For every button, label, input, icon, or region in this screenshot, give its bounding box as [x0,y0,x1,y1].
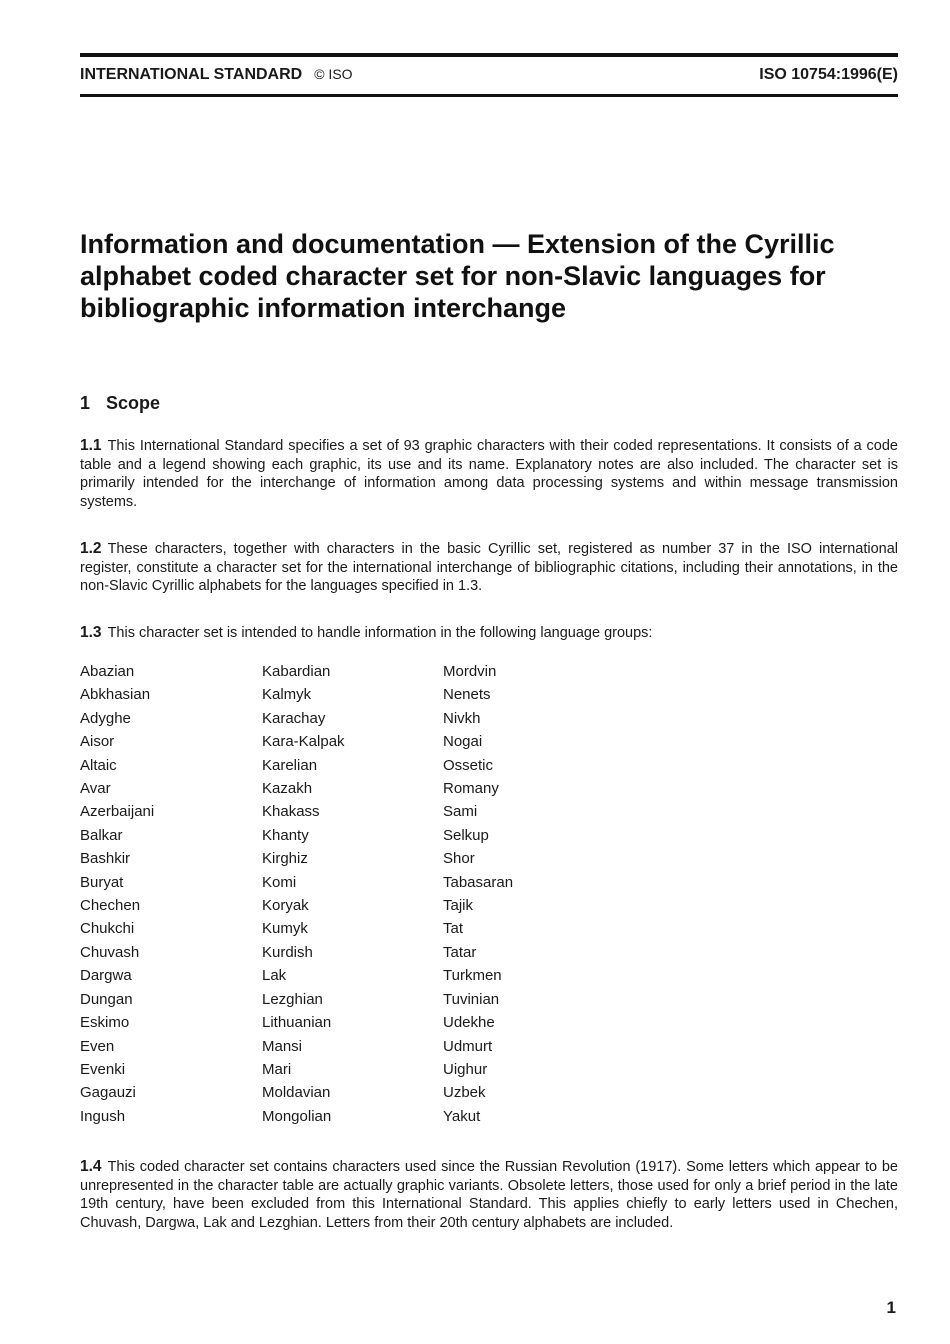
language-item: Balkar [80,826,123,844]
language-item: Ingush [80,1107,126,1125]
language-item: Ossetic [443,756,494,774]
language-item: Adyghe [80,709,131,727]
language-item: Dungan [80,990,133,1008]
section-heading [80,393,160,414]
language-item: Abazian [80,663,135,680]
paragraph-1-1 [80,437,898,511]
language-item: Dargwa [80,967,132,985]
language-item: Mongolian [262,1107,332,1125]
running-header [80,66,898,86]
language-column-3 [443,660,513,1128]
language-item: Kirghiz [262,850,308,868]
language-item: Moldavian [262,1084,331,1102]
language-item: Bashkir [80,850,131,868]
paragraph-text: This coded character set contains characters used since the Russian Revolution (1917). Some letters which appear to be unrepresented in the character table are actually graphic variants. Obsolete letters, those used for only a brief period in the late 19th century, have been excluded from this International Standard. This applies chiefly to early letters used in Chechen, Chuvash, Dargwa, Lak and Lezghian. Letters from their 20th century alphabets are included. [80,1159,898,1231]
header-left [80,66,353,84]
language-item: Nivkh [443,709,481,727]
language-item: Nogai [443,733,483,751]
language-item: Kabardian [262,663,331,680]
language-item: Udmurt [443,1037,493,1055]
language-item: Uzbek [443,1084,486,1102]
language-item: Karelian [262,756,318,774]
section-title: Scope [106,393,161,413]
language-item: Kalmyk [262,686,312,704]
header-bottom-rule [80,94,898,97]
language-item: Azerbaijani [80,803,155,821]
paragraph-text: This International Standard specifies a set of 93 graphic characters with their coded representations. It consists of a code table and a legend showing each graphic, its use and its name. Explanatory notes are also included. The character set is primarily intended for the interchange of information among data processing systems and within message transmission systems. [80,438,898,510]
language-item: Chechen [80,897,141,915]
language-item: Khanty [262,826,309,844]
language-item: Karachay [262,709,326,727]
language-column-1 [80,660,154,1128]
header-top-rule [80,53,898,57]
language-item: Chuvash [80,943,140,961]
page-number: 1 [886,1298,896,1317]
document-title: Information and documentation — Extension of the Cyrillic alphabet coded character set for non-Slavic languages for bibliographic information interchange [80,229,835,323]
language-item: Tatar [443,943,477,961]
language-item: Kara-Kalpak [262,733,345,751]
language-item: Tajik [443,897,474,915]
language-item: Khakass [262,803,320,821]
language-item: Lithuanian [262,1014,332,1032]
language-item: Kazakh [262,780,313,798]
paragraph-text: This character set is intended to handle information in the following language groups: [107,625,653,641]
language-item: Selkup [443,826,489,844]
language-item: Koryak [262,897,309,915]
paragraph-number: 1.2 [80,540,102,557]
language-item: Uighur [443,1060,488,1078]
language-item: Nenets [443,686,491,704]
language-item: Lezghian [262,990,323,1008]
language-item: Buryat [80,873,124,891]
header-designation: ISO 10754:1996(E) [759,66,898,83]
section-number: 1 [80,393,91,413]
language-item: Kumyk [262,920,308,938]
paragraph-1-2 [80,540,898,596]
language-item: Gagauzi [80,1084,136,1102]
header-copyright: © ISO [314,66,353,82]
language-item: Yakut [443,1107,481,1125]
language-item: Sami [443,803,478,821]
language-item: Kurdish [262,943,313,961]
language-item: Altaic [80,756,117,774]
language-item: Mari [262,1060,292,1078]
paragraph-number: 1.3 [80,624,102,641]
paragraph-1-3 [80,624,898,643]
paragraph-number: 1.1 [80,437,102,454]
language-item: Avar [80,780,111,798]
paragraph-text: These characters, together with characters in the basic Cyrillic set, registered as number 37 in the ISO international register, constitute a character set for the international interchange of bibliographic citations, including their annotations, in the non-Slavic Cyrillic alphabets for the languages specified in 1.3. [80,541,898,594]
language-item: Evenki [80,1060,126,1078]
language-item: Tat [443,920,464,938]
language-item: Udekhe [443,1014,495,1032]
language-item: Even [80,1037,115,1055]
language-item: Abkhasian [80,686,151,704]
language-item: Chukchi [80,920,135,938]
language-item: Turkmen [443,967,502,985]
language-item: Lak [262,967,287,985]
language-item: Mansi [262,1037,303,1055]
language-item: Romany [443,780,499,798]
language-column-2 [262,660,345,1128]
language-item: Komi [262,873,297,891]
language-item: Tabasaran [443,873,514,891]
language-item: Eskimo [80,1014,130,1032]
header-standard-label: INTERNATIONAL STANDARD [80,66,303,83]
language-item: Aisor [80,733,115,751]
paragraph-1-4 [80,1158,898,1232]
language-item: Shor [443,850,475,868]
paragraph-number: 1.4 [80,1158,102,1175]
language-item: Mordvin [443,663,497,680]
language-item: Tuvinian [443,990,500,1008]
